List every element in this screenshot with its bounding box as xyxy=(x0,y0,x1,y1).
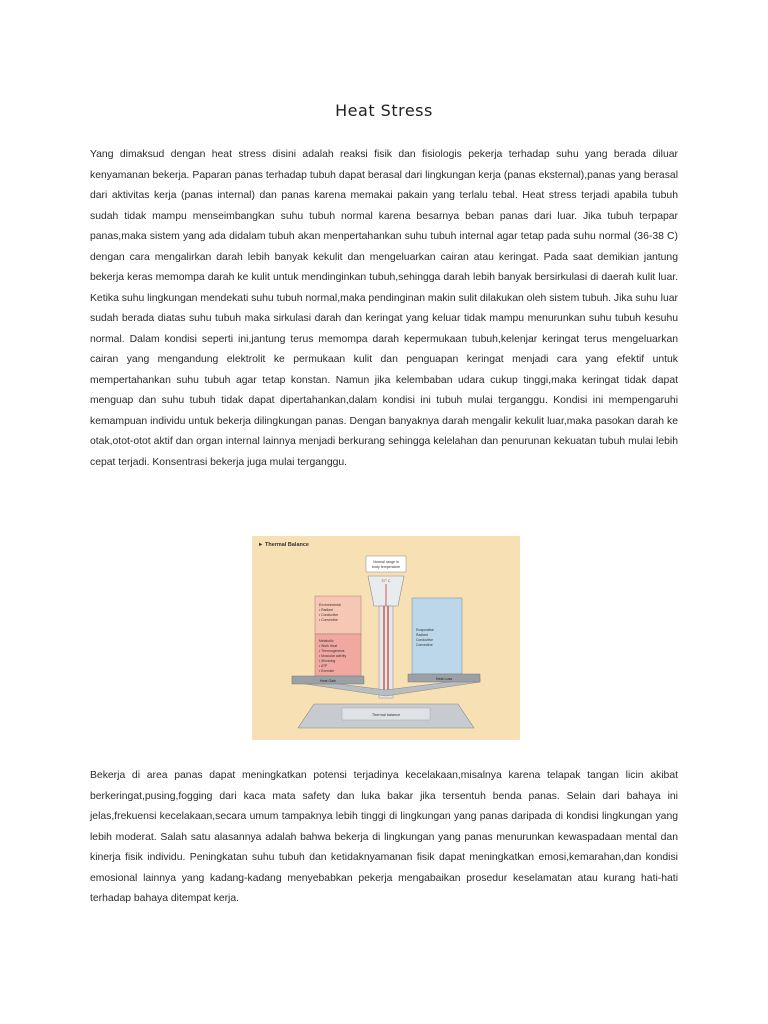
loss-item: Evaporative xyxy=(416,628,434,632)
gain-met-item: • Thermogenesis xyxy=(319,649,345,653)
figure-header: ► Thermal Balance xyxy=(258,542,309,548)
body-paragraph-2: Bekerja di area panas dapat meningkatkan potensi terjadinya kecelakaan,misalnya karena telapak tangan licin akibat berkeringat,pusing,fogging dari kaca mata safety dan luka bakar jika tersentuh benda panas. Selain dari bahaya ini jelas,frekuensi kecelakaan,secara umum tampaknya lebih tinggi di lingkungan yang panas daripada di kondisi lingkungan yang lebih moderat. Salah satu alasannya adalah bahwa bekerja di lingkungan yang panas menurunkan kewaspadaan mental dan kinerja fisik individu. Peningkatan suhu tubuh dan ketidaknyamanan fisik dapat meningkatkan emosi,kemarahan,dan kondisi emosional lainnya yang kadang-kadang menyebabkan pekerja mengabaikan prosedur keselamatan atau kurang hati-hati terhadap bahaya ditempat kerja. xyxy=(90,770,678,904)
thermal-balance-diagram xyxy=(252,536,520,740)
scale-column xyxy=(379,606,393,698)
loss-item: Radiant xyxy=(416,633,428,637)
normal-range-box xyxy=(366,556,406,572)
gauge-label: 37° C xyxy=(381,579,391,583)
base-label: Thermal balance xyxy=(371,713,401,717)
gain-met-item: • Shivering xyxy=(319,659,336,663)
gain-met-item: • Work Heat xyxy=(319,644,338,648)
normal-range-line1: Normal range in xyxy=(373,560,399,564)
gain-env-item: Environmental xyxy=(319,603,341,607)
heat-loss-label: Heat Loss xyxy=(435,677,453,681)
heat-gain-label: Heat Gain xyxy=(319,679,337,683)
gain-met-item: • Muscular activity xyxy=(319,654,347,658)
normal-range-line2: body temperature xyxy=(371,565,401,569)
gain-met-item: • ATP xyxy=(319,664,328,668)
gain-met-item: • Exercise xyxy=(319,669,335,673)
loss-item: Convective xyxy=(416,643,433,647)
body-paragraph-1: Yang dimaksud dengan heat stress disini adalah reaksi fisik dan fisiologis pekerja terhadap suhu yang berada diluar kenyamanan bekerja. Paparan panas terhadap tubuh dapat berasal dari lingkungan kerja (panas eksternal),panas yang berasal dari aktivitas kerja (panas internal) dan panas karena memakai pakain yang terlalu tebal. Heat stress terjadi apabila tubuh sudah tidak mampu menseimbangkan suhu tubuh normal karena besarnya beban panas dari luar. Jika tubuh terpapar panas,maka sistem yang ada didalam tubuh akan menpertahankan suhu tubuh internal agar tetap pada suhu normal (36-38 C) dengan cara mengalirkan darah lebih banyak kekulit dan mengeluarkan cairan atau keringat. Pada saat demikian jantung bekerja keras memompa darah ke kulit untuk mendinginkan tubuh,sehingga darah lebih banyak bersirkulasi di daerah kulit luar. Ketika suhu lingkungan mendekati suhu tubuh normal,maka pendinginan makin sulit dilakukan oleh sistem tubuh. Jika suhu luar sudah berada diatas suhu tubuh maka sirkulasi darah dan keringat yang keluar tidak mampu menurunkan suhu tubuh kesuhu normal. Dalam kondisi seperti ini,jantung terus memompa darah kepermukaan tubuh,kelenjar keringat terus mengeluarkan cairan yang mengandung elektrolit ke permukaan kulit dan penguapan keringat menjadi cara yang efektif untuk mempertahankan suhu tubuh agar tetap konstan. Namun jika kelembaban udara cukup tinggi,maka keringat tidak dapat menguap dan suhu tubuh tidak dapat dipertahankan,dalam kondisi ini tubuh mulai terganggu. Kondisi ini mempengaruhi kemampuan individu untuk bekerja dilingkungan panas. Dengan banyaknya darah mengalir kekulit luar,maka pasokan darah ke otak,otot-otot aktif dan organ internal lainnya menjadi berkurang sehingga kelelahan dan penurunan kekuatan tubuh mulai lebih cepat terjadi. Konsentrasi bekerja juga mulai terganggu. xyxy=(90,149,679,468)
gain-met-item: Metabolic xyxy=(319,639,334,643)
page-title: Heat Stress xyxy=(335,101,433,120)
gain-env-item: • Convective xyxy=(319,618,338,622)
gain-env-item: • Conductive xyxy=(319,613,339,617)
loss-item: Conductive xyxy=(416,638,433,642)
thermal-balance-figure xyxy=(252,536,520,740)
gain-env-item: • Radiant xyxy=(319,608,333,612)
